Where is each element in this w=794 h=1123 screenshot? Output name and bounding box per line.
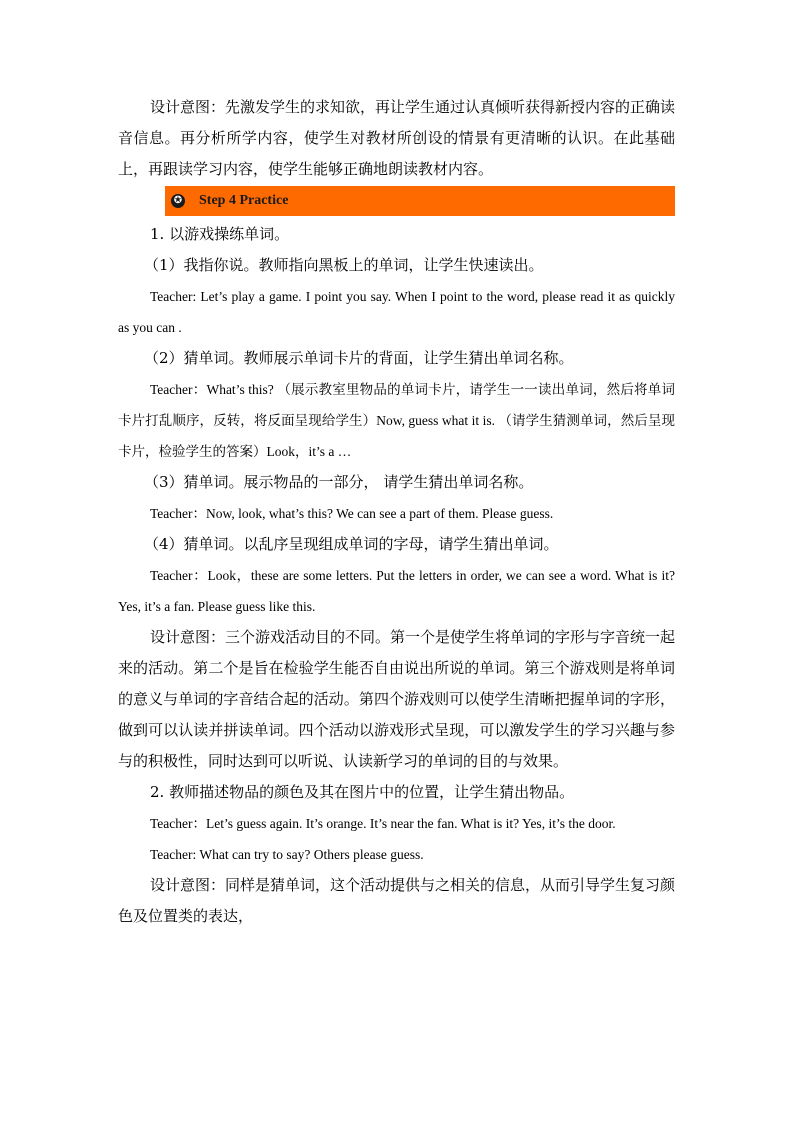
teacher-line-4: Teacher：Look，these are some letters. Put the letters in order, we can see a word. What is it? Yes, it’s a fan. Please guess like this. bbox=[118, 568, 675, 614]
design-intent-paragraph-2: 设计意图：三个游戏活动目的不同。第一个是使学生将单词的字形与字音统一起来的活动。第二个是旨在检验学生能否自由说出所说的单词。第三个游戏则是将单词的意义与单词的字音结合起的活动。第四个游戏则可以使学生清晰把握单词的字形，做到可以认读并拼读单词。四个活动以游戏形式呈现，可以激发学生的学习兴趣与参与的积极性，同时达到可以听说、认读新学习的单词的目的与效果。 bbox=[118, 628, 676, 770]
teacher-line-3: Teacher：Now, look, what’s this? We can see a part of them. Please guess. bbox=[150, 506, 554, 521]
sub-item-2: （2）猜单词。教师展示单词卡片的背面，让学生猜出单词名称。 bbox=[144, 349, 574, 367]
item-1-heading: 1. 以游戏操练单词。 bbox=[150, 225, 290, 243]
design-intent-paragraph-1: 设计意图：先激发学生的求知欲，再让学生通过认真倾听获得新授内容的正确读音信息。再分析所学内容，使学生对教材所创设的情景有更清晰的认识。在此基础上，再跟读学习内容，使学生能够正确地朗读教材内容。 bbox=[118, 98, 676, 178]
teacher-line-6: Teacher: What can try to say? Others please guess. bbox=[150, 847, 424, 862]
teacher-line-2: Teacher：What’s this? （展示教室里物品的单词卡片，请学生一一读出单词，然后将单词卡片打乱顺序，反转，将反面呈现给学生）Now, guess what it is. （请学生猜测单词，然后呈现卡片，检验学生的答案）Look，it’s a … bbox=[118, 382, 675, 459]
step-title: Step 4 Practice bbox=[199, 193, 289, 208]
sub-item-1: （1）我指你说。教师指向黑板上的单词，让学生快速读出。 bbox=[144, 256, 544, 274]
teacher-line-5: Teacher：Let’s guess again. It’s orange. It’s near the fan. What is it? Yes, it’s the door. bbox=[150, 816, 616, 831]
sub-item-4: （4）猜单词。以乱序呈现组成单词的字母，请学生猜出单词。 bbox=[144, 535, 559, 553]
document-page bbox=[118, 92, 675, 932]
teacher-line-1: Teacher: Let’s play a game. I point you say. When I point to the word, please read it as quickly as you can . bbox=[118, 289, 675, 335]
sub-item-3: （3）猜单词。展示物品的一部分， 请学生猜出单词名称。 bbox=[144, 473, 534, 491]
design-intent-paragraph-3: 设计意图：同样是猜单词，这个活动提供与之相关的信息，从而引导学生复习颜色及位置类的表达， bbox=[118, 876, 676, 925]
star-in-circle-icon: ✪ bbox=[171, 194, 185, 208]
item-2-heading: 2. 教师描述物品的颜色及其在图片中的位置，让学生猜出物品。 bbox=[150, 783, 575, 801]
step-4-banner bbox=[165, 186, 675, 216]
